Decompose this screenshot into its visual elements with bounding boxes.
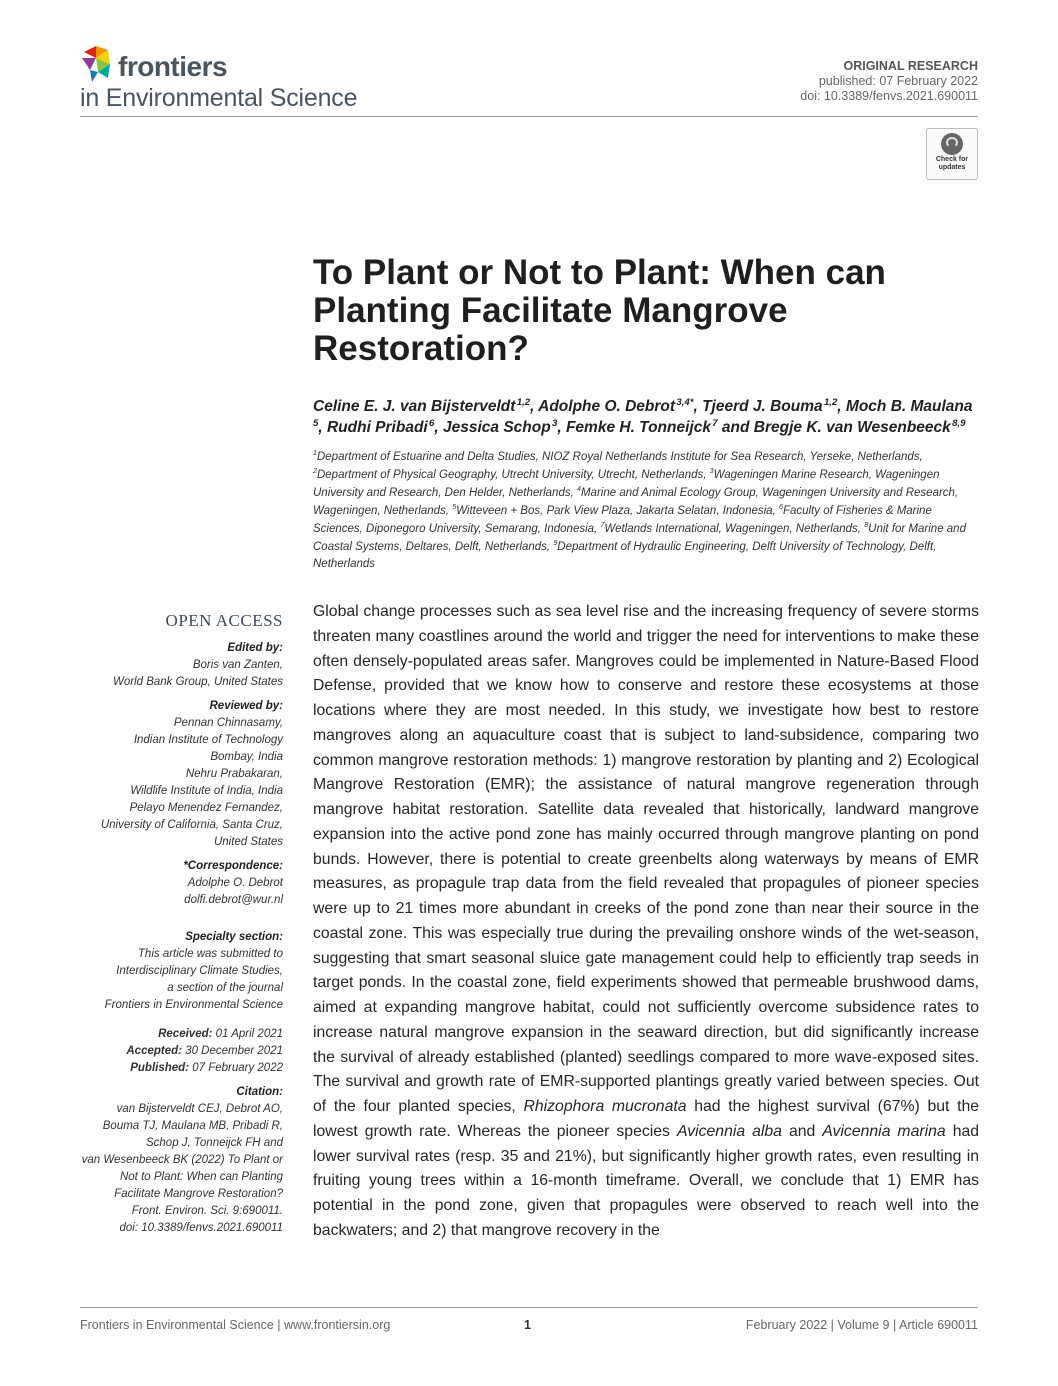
affiliation: Department of Physical Geography, Utrecht University, Utrecht, Netherlands, bbox=[316, 468, 707, 481]
section-heading: Citation: bbox=[236, 1086, 283, 1098]
check-updates-label: Check for updates bbox=[935, 156, 969, 171]
affiliation: Wetlands International, Wageningen, Netherlands, bbox=[604, 522, 861, 535]
author[interactable]: Jessica Schop $^3$ bbox=[442, 417, 558, 436]
article-sidebar bbox=[80, 612, 283, 1244]
affiliation: Faculty of Fisheries & Marine Sciences, Diponegoro University, Semarang, Indonesia, bbox=[313, 504, 932, 535]
section-heading: *Correspondence: bbox=[183, 860, 283, 872]
species-name: Avicennia marina bbox=[822, 1122, 946, 1140]
check-for-updates-badge[interactable] bbox=[926, 128, 978, 180]
author[interactable]: Tjeerd J. Bouma $^{1,2}$ bbox=[702, 396, 838, 415]
check-updates-icon bbox=[941, 133, 963, 155]
open-access-label: OPEN ACCESS bbox=[165, 611, 283, 630]
brand-name: frontiers bbox=[118, 51, 228, 82]
edited-by-section: Edited by: Boris van Zanten, World Bank Group, United States bbox=[80, 640, 283, 691]
affiliation: Witteveen + Bos, Park View Plaza, Jakarta Selatan, Indonesia, bbox=[456, 504, 776, 517]
author[interactable]: Celine E. J. van Bijsterveldt $^{1,2}$ bbox=[313, 396, 531, 415]
author[interactable]: Bregje K. van Wesenbeeck $^{8,9}$ bbox=[753, 417, 966, 436]
author-list: Celine E. J. van Bijsterveldt $^{1,2}$, Adolphe O. Debrot $^{3,4*}$, Tjeerd J. Bouma $^{1,2}$, Moch B. Maulana $^5$, Rudhi Pribadi $^6$, Jessica Schop $^3$, Femke H. Tonneijck $^7$ and Bregje K. van Wesenbeeck $^{8,9}$ bbox=[313, 396, 973, 436]
author[interactable]: Moch B. Maulana $^5$ bbox=[313, 398, 973, 429]
author[interactable]: Femke H. Tonneijck $^7$ bbox=[565, 417, 718, 436]
published-date: published: 07 February 2022 bbox=[818, 74, 978, 88]
section-heading: Edited by: bbox=[227, 642, 283, 654]
correspondence-email[interactable]: dolfi.debrot@wur.nl bbox=[184, 894, 283, 906]
article-doi[interactable]: doi: 10.3389/fenvs.2021.690011 bbox=[800, 89, 978, 103]
reviewed-by-section: Reviewed by: Pennan Chinnasamy, Indian Institute of Technology Bombay, India Nehru Prabakaran, Wildlife Institute of India, India Pelayo Menendez Fernandez, University of California, Santa Cruz, United States bbox=[80, 698, 283, 851]
species-name: Avicennia alba bbox=[676, 1122, 782, 1140]
citation-section: Citation: van Bijsterveldt CEJ, Debrot AO, Bouma TJ, Maulana MB, Pribadi R, Schop J, Tonneijck FH and van Wesenbeeck BK (2022) To Plant or Not to Plant: When can Planting Facilitate Mangrove Restoration? Front. Environ. Sci. 9:690011. doi: 10.3389/fenvs.2021.690011 bbox=[80, 1084, 283, 1237]
section-heading: Reviewed by: bbox=[209, 700, 283, 712]
affiliation: Unit for Marine and Coastal Systems, Deltares, Delft, Netherlands, bbox=[313, 522, 966, 553]
affiliation: Department of Estuarine and Delta Studies, NIOZ Royal Netherlands Institute for Sea Research, Yerseke, Netherlands, bbox=[316, 451, 923, 463]
journal-name: in Environmental Science bbox=[80, 84, 358, 112]
footer-journal-link[interactable]: Frontiers in Environmental Science | www.frontiersin.org bbox=[80, 1318, 391, 1332]
article-meta bbox=[800, 59, 978, 104]
article-title: To Plant or Not to Plant: When can Planting Facilitate Mangrove Restoration? bbox=[313, 253, 886, 368]
affiliation: Wageningen Marine Research, Wageningen University and Research, Den Helder, Netherlands, bbox=[313, 468, 940, 499]
affiliations: $^1$Department of Estuarine and Delta Studies, NIOZ Royal Netherlands Institute for Sea Research, Yerseke, Netherlands, $^2$Department of Physical Geography, Utrecht University, Utrecht, Netherlands, $^3$Wageningen Marine Research, Wageningen University and Research, Den Helder, Netherlands, $^4$Marine and Animal Ecology Group, Wageningen University and Research, Wageningen, Netherlands, $^5$Witteveen + Bos, Park View Plaza, Jakarta Selatan, Indonesia, $^6$Faculty of Fisheries & Marine Sciences, Diponegoro University, Semarang, Indonesia, $^7$Wetlands International, Wageningen, Netherlands, $^8$Unit for Marine and Coastal Systems, Deltares, Delft, Netherlands, $^9$Department of Hydraulic Engineering, Delft University of Technology, Delft, Netherlands bbox=[313, 449, 966, 571]
affiliation: Marine and Animal Ecology Group, Wageningen University and Research, Wageningen, Netherlands, bbox=[313, 486, 959, 517]
accepted-date: Accepted: 30 December 2021 bbox=[126, 1045, 283, 1057]
citation-doi[interactable]: doi: 10.3389/fenvs.2021.690011 bbox=[119, 1222, 283, 1234]
specialty-section: Specialty section: This article was submitted to Interdisciplinary Climate Studies, a section of the journal Frontiers in Environmental Science bbox=[80, 929, 283, 1014]
section-heading: Specialty section: bbox=[185, 931, 283, 943]
published-date-sidebar: Published: 07 February 2022 bbox=[130, 1062, 283, 1074]
dates-section bbox=[80, 1026, 283, 1077]
abstract-text: Global change processes such as sea level rise and the increasing frequency of severe storms threaten many coastlines around the world and trigger the need for interventions to make these often densely-populated areas safer. Mangroves could be implemented in Nature-Based Flood Defense, provided that we know how to conserve and restore these ecosystems at those locations where they are most needed. In this study, we investigate how best to restore mangroves along an aquaculture coast that is subject to land-subsidence, comparing two common mangrove restoration methods: 1) mangrove restoration by planting and 2) Ecological Mangrove Restoration (EMR); the assistance of natural mangrove regeneration through mangrove habitat restoration. Satellite data revealed that historically, landward mangrove expansion into the active pond zone has mainly occurred through mangrove planting on pond bunds. However, there is potential to create greenbelts along waterways by means of EMR measures, as propagule trap data from the field revealed that propagules of pioneer species were up to 21 times more abundant in creeks of the pond zone than near their source in the coastal zone. This was especially true during the prevailing onshore winds of the wet-season, suggesting that smart seasonal sluice gate management could help to efficiently trap seeds in target ponds. In the coastal zone, field experiments showed that permeable brushwood dams, aimed at expanding mangrove habitat, could not sufficiently overcome subsidence rates to increase natural mangrove expansion in the seaward direction, but did significantly increase the survival of already established (planted) seedlings compared to more wave-exposed sites. The survival and growth rate of EMR-supported plantings greatly varied between species. Out of the four planted species, Rhizophora mucronata had the highest survival (67%) but the lowest growth rate. Whereas the pioneer species Avicennia alba and Avicennia marina had lower survival rates (resp. 35 and 21%), but significantly higher growth rates, even resulting in fruiting young trees within a 16-month timeframe. Overall, we conclude that 1) EMR has potential in the pond zone, given that propagules were observed to reach well into the backwaters; and 2) that mangrove recovery in the bbox=[313, 603, 980, 1239]
footer-issue-info: February 2022 | Volume 9 | Article 690011 bbox=[745, 1318, 978, 1332]
received-date: Received: 01 April 2021 bbox=[158, 1028, 283, 1040]
footer-divider bbox=[80, 1307, 978, 1308]
article-type: ORIGINAL RESEARCH bbox=[843, 59, 978, 73]
page-number: 1 bbox=[524, 1318, 531, 1332]
author[interactable]: Rudhi Pribadi $^6$ bbox=[326, 417, 435, 436]
affiliation: Department of Hydraulic Engineering, Delft University of Technology, Delft, Netherlands bbox=[313, 540, 937, 571]
header-divider bbox=[80, 116, 978, 117]
species-name: Rhizophora mucronata bbox=[523, 1098, 687, 1115]
author[interactable]: Adolphe O. Debrot $^{3,4*}$ bbox=[538, 396, 694, 415]
frontiers-logo-mark bbox=[80, 44, 114, 84]
correspondence-section: *Correspondence: Adolphe O. Debrot dolfi.debrot@wur.nl bbox=[80, 858, 283, 909]
